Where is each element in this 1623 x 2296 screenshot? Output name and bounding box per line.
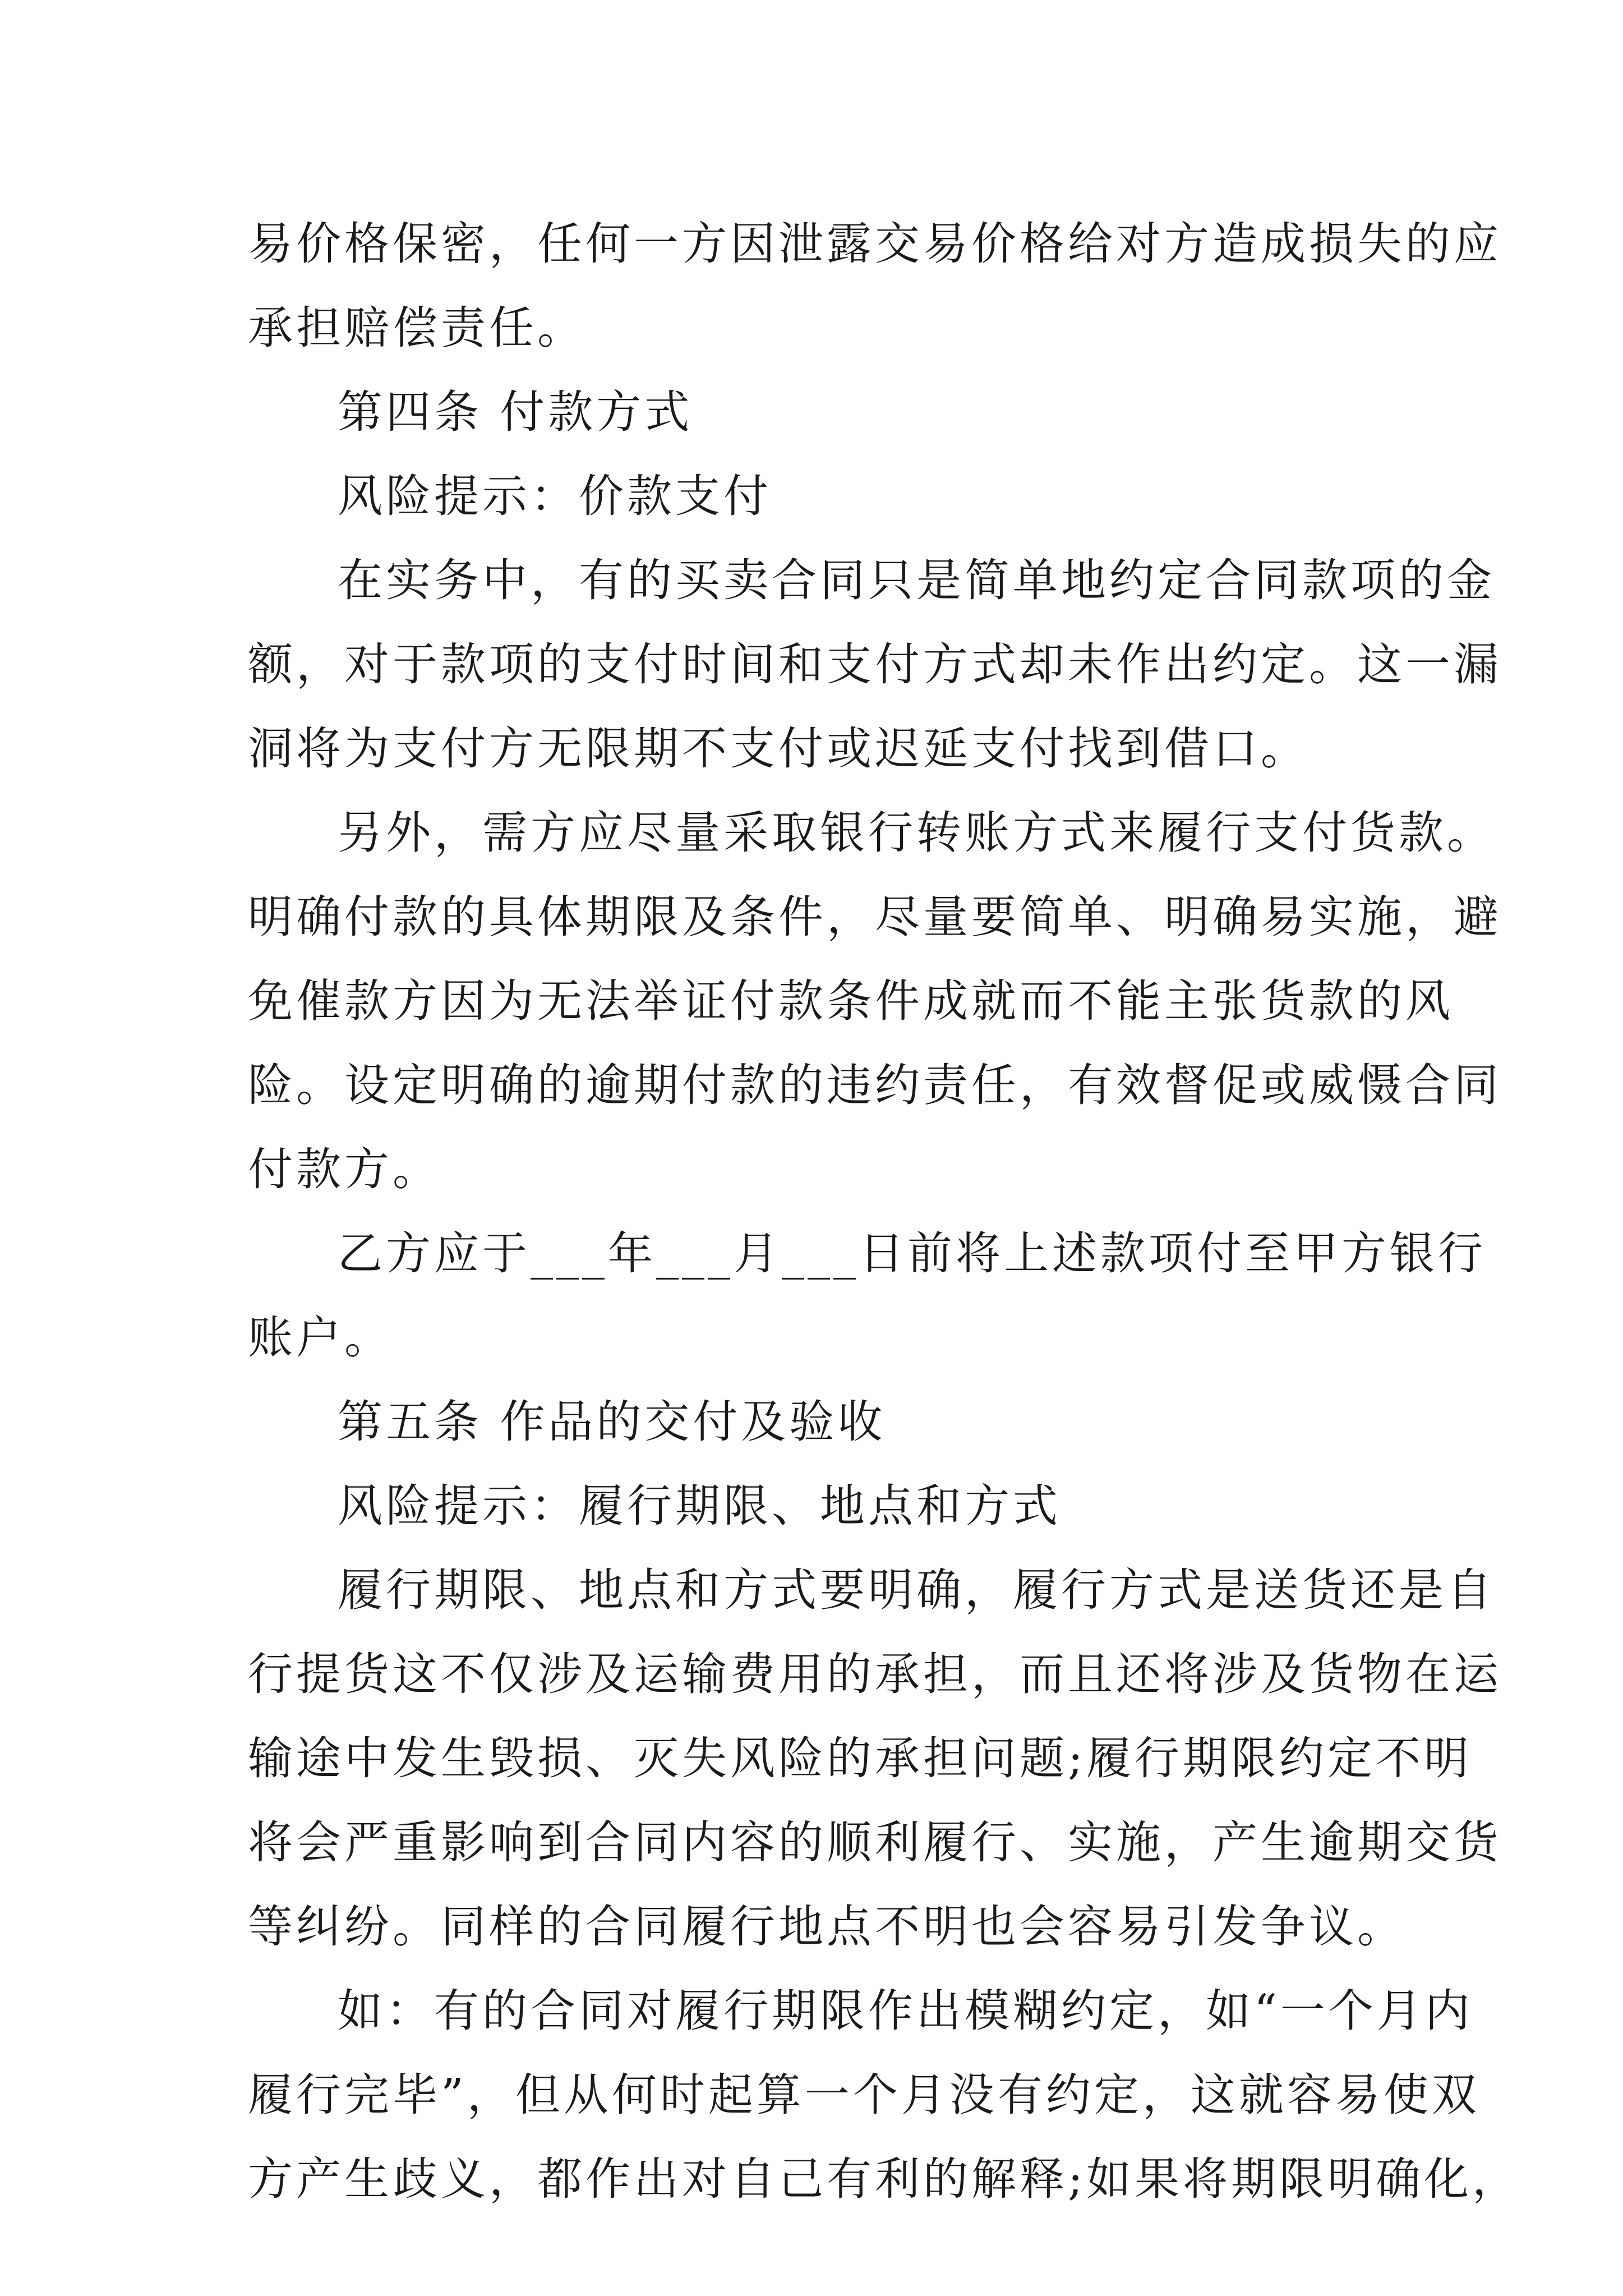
paragraph-line: 付款方。 <box>248 1143 441 1195</box>
paragraph-line: 洞将为支付方无限期不支付或迟延支付找到借口。 <box>248 723 1309 775</box>
paragraph-line: 行提货这不仅涉及运输费用的承担，而且还将涉及货物在运 <box>248 1648 1502 1700</box>
paragraph-line: 等纠纷。同样的合同履行地点不明也会容易引发争议。 <box>248 1901 1405 1953</box>
paragraph-line: 额，对于款项的支付时间和支付方式却未作出约定。这一漏 <box>248 638 1502 691</box>
paragraph-line: 履行期限、地点和方式要明确，履行方式是送货还是自 <box>338 1564 1495 1616</box>
paragraph-line: 乙方应于___年___月___日前将上述款项付至甲方银行 <box>338 1227 1486 1280</box>
paragraph-line: 输途中发生毁损、灭失风险的承担问题;履行期限约定不明 <box>248 1732 1472 1784</box>
paragraph-line: 易价格保密，任何一方因泄露交易价格给对方造成损失的应 <box>248 218 1502 270</box>
paragraph-line: 如：有的合同对履行期限作出模糊约定，如“一个月内 <box>338 1985 1473 2037</box>
paragraph-line: 明确付款的具体期限及条件，尽量要简单、明确易实施，避 <box>248 891 1502 943</box>
paragraph-line: 方产生歧义，都作出对自己有利的解释;如果将期限明确化， <box>248 2153 1520 2205</box>
document-body <box>248 202 1520 2221</box>
paragraph-line: 险。设定明确的逾期付款的违约责任，有效督促或威慑合同 <box>248 1059 1502 1111</box>
article-heading: 第四条 付款方式 <box>338 386 693 438</box>
paragraph-line: 另外，需方应尽量采取银行转账方式来履行支付货款。 <box>338 807 1495 859</box>
paragraph-line: 在实务中，有的买卖合同只是简单地约定合同款项的金 <box>338 554 1495 606</box>
paragraph-line: 承担赔偿责任。 <box>248 302 585 354</box>
risk-note-heading: 风险提示：履行期限、地点和方式 <box>338 1480 1061 1532</box>
paragraph-line: 将会严重影响到合同内容的顺利履行、实施，产生逾期交货 <box>248 1816 1502 1869</box>
paragraph-line: 履行完毕”，但从何时起算一个月没有约定，这就容易使双 <box>248 2069 1480 2121</box>
risk-note-heading: 风险提示：价款支付 <box>338 470 772 522</box>
paragraph-line: 免催款方因为无法举证付款条件成就而不能主张货款的风 <box>248 975 1454 1027</box>
paragraph-line: 账户。 <box>248 1312 393 1364</box>
article-heading: 第五条 作品的交付及验收 <box>338 1396 886 1448</box>
